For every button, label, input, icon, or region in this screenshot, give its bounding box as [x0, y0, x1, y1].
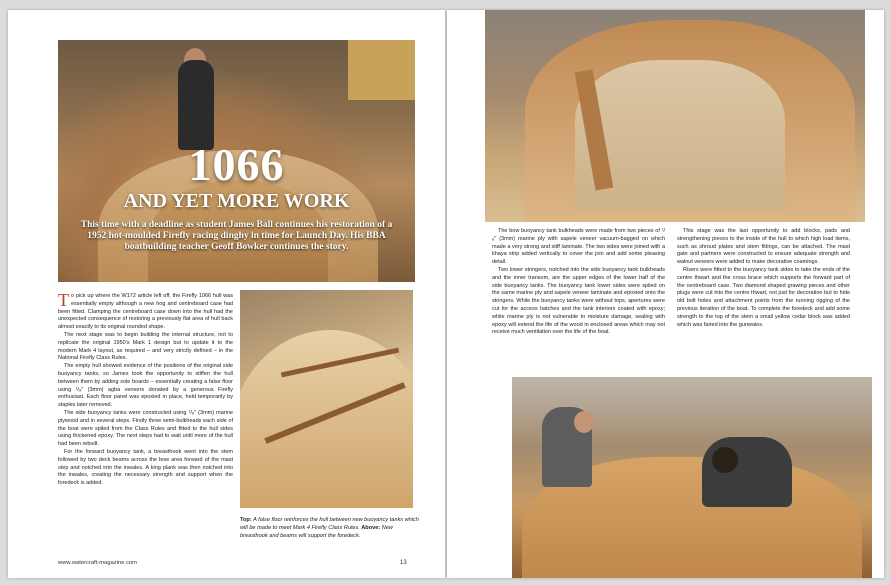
page-number: 13 — [400, 560, 407, 566]
article-standfirst: This time with a deadline as student James Ball continues his restoration of a 1952 hot-moulded Firefly racing dinghy in time for Launch Day. His BBA boatbuilding teacher Geoff Bowker continues the story. — [80, 220, 393, 252]
workshop-photo — [512, 377, 872, 578]
paragraph: To pick up where the W172 article left off, the Firefly 1066 hull was essentially empty although a new hog and centreboard case had been fitted. Clamping the centreboard case down into the hull had the unexpected consequence of restoring a previously flat area of hull back almost exactly to its original rounded shape. — [58, 290, 233, 331]
paragraph: Two lower stringers, notched into the side buoyancy tank bulkheads and the inner transom, are the upper edges of the lower half of the side buoyancy tanks. The buoyancy tank lower sides were spiled on the same marine ply and sapele veneer laminate and epoxied onto the stringers. While the buoyancy tanks were without tops, apertures were cut for the access hatches and the tank interiors coated with epoxy; while marine ply is not vulnerable to moisture damage, sealing with epoxy will extend the life of the wood in enclosed areas which may not receive much ventilation over the life of the boat. — [492, 266, 665, 336]
left-text-column — [58, 290, 233, 488]
photo-caption: Top: A false floor reinforces the hull between new buoyancy tanks which will be made to meet Mark 4 Firefly Class Rules. Above: New breasthook and beams will support the foredeck. — [240, 517, 419, 539]
article-title: 1066 — [188, 139, 285, 190]
student-figure — [178, 60, 214, 150]
worker-head — [574, 411, 594, 433]
hero-photo — [58, 40, 415, 282]
worker-figure — [702, 437, 792, 507]
paragraph: The empty hull showed evidence of the positions of the original side buoyancy tanks, so James took the opportunity to stiffen the hull between them by adding sole boards – essentially creating a false floor using ¹/₈" (3mm) agba veneers donated by a generous Firefly enthusiast. Each floor panel was epoxied in place, held temporarily by staples later removed. — [58, 363, 233, 409]
paragraph: This stage was the last opportunity to add blocks, pads and strengthening pieces to the inside of the hull to which high load items, such as shroud plates and stem fittings, can be attached. The mast gate and partners were constructed to ensure adequate strength and walnut veneers were added to make decorative coamings. — [677, 228, 850, 266]
left-page — [8, 10, 445, 578]
footer-url: www.watercraft-magazine.com — [58, 560, 137, 566]
paragraph: Risers were fitted to the buoyancy tank sides to take the ends of the centre thwart and the cross brace which supports the forward part of the centreboard case. Two diamond shaped grawing pieces and other plugs were cut into the centre thwart, not just for decoration but to hide old bolt holes and attachment points from the running rigging of the previous iteration of the boat. To complete the foredeck and add some strength to the top of the stem a small yellow cedar block was added which was faired into the gunwales. — [677, 266, 850, 328]
worker-head — [712, 447, 738, 473]
workshop-board — [348, 40, 415, 100]
paragraph: The next stage was to begin building the internal structure, not to replicate the original 1950's Mark 1 design but to update it to the modern Mark 4 layout, as required – and very strictly defined – in the National Firefly Class Rules. — [58, 331, 233, 362]
paragraph: For the forward buoyancy tank, a breasthook went into the stem followed by two deck beams across the bow area forward of the mast step and notched into the inwales. A king plank was then notched into the inwales, creating the necessary strength and support when the foredeck is added. — [58, 448, 233, 487]
false-floor-photo — [240, 290, 413, 508]
right-page — [447, 10, 884, 578]
article-subtitle: AND YET MORE WORK — [123, 190, 350, 212]
paragraph: The side buoyancy tanks were constructed using ¹/₈" (3mm) marine plywood and in several steps. Firstly three semi-bulkheads each side of the boat were spiled from the Class Rules and fitted to the hull sides using thickened epoxy. The next steps had to wait until more of the hull had been rebuilt. — [58, 409, 233, 448]
hull-overview-photo — [485, 10, 865, 222]
paragraph: The bow buoyancy tank bulkheads were made from two pieces of ¹/₈" (3mm) marine ply with sapele veneer vacuum-bagged on which made a very strong and stiff laminate. The two sides were joined with a khaya strip added vertically to cover the join and add some pleasing detail. — [492, 228, 665, 266]
right-text-column-1 — [492, 228, 665, 337]
drop-cap: T — [58, 290, 69, 310]
right-text-column-2 — [677, 228, 850, 329]
